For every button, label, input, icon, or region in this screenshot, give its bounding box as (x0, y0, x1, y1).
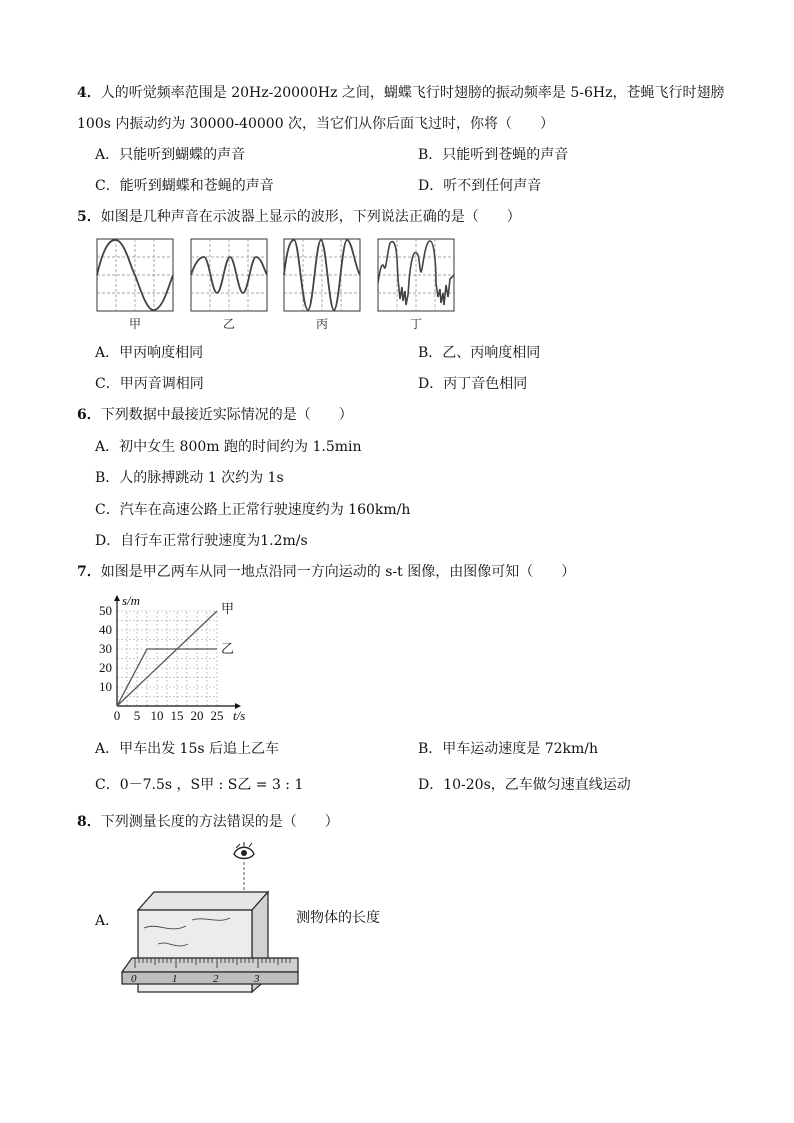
q8-option-a-caption: 测物体的长度 (296, 910, 380, 926)
y-axis-arrow (114, 595, 120, 601)
x-tick-label: 5 (133, 708, 141, 723)
q6-line (77, 404, 353, 424)
y-tick-label: 20 (99, 660, 112, 675)
y-tick-label: 50 (99, 603, 112, 618)
x-tick-label: 10 (150, 708, 164, 723)
q4-option-d: D．听不到任何声音 (418, 178, 542, 194)
ruler-tick-3: 3 (254, 973, 260, 985)
st-chart (92, 588, 267, 726)
x-axis-label: t/s (233, 708, 246, 723)
q5-line (77, 206, 521, 226)
x-tick-label: 20 (190, 708, 204, 723)
ruler (122, 958, 298, 985)
q8-line (77, 811, 339, 831)
q4-text-line1: 人的听觉频率范围是 20Hz-20000Hz 之间，蝴蝶飞行时翅膀的振动频率是 5-6Hz，苍蝇飞行时翅膀 (100, 85, 725, 101)
q7-option-a: A．甲车出发 15s 后追上乙车 (95, 741, 280, 757)
q8-text: 下列测量长度的方法错误的是（ ） (100, 814, 339, 830)
ruler-measurement-figure (118, 840, 300, 998)
q5-option-b: B．乙、丙响度相同 (418, 345, 541, 361)
waveform-label-ding: 丁 (410, 317, 423, 331)
q7-line (77, 561, 575, 581)
q5-text: 如图是几种声音在示波器上显示的波形，下列说法正确的是（ ） (100, 209, 521, 225)
waveform-panel-ding (378, 239, 454, 311)
y-tick-label: 40 (99, 622, 112, 637)
q5-number: 5． (77, 209, 101, 225)
q6-text: 下列数据中最接近实际情况的是（ ） (100, 407, 353, 423)
waveform-label-bing: 丙 (316, 317, 329, 331)
q4-number: 4． (77, 85, 101, 101)
q4-option-a: A．只能听到蝴蝶的声音 (95, 147, 246, 163)
q6-option-c: C．汽车在高速公路上正常行驶速度约为 160km/h (95, 502, 411, 518)
q6-option-b: B．人的脉搏跳动 1 次约为 1s (95, 470, 284, 486)
ruler-tick-1: 1 (172, 973, 178, 985)
q5-option-d: D．丙丁音色相同 (418, 376, 528, 392)
q8-option-a-label: A． (95, 913, 120, 929)
q7-text: 如图是甲乙两车从同一地点沿同一方向运动的 s-t 图像，由图像可知（ ） (100, 564, 576, 580)
q7-option-c: C．0－7.5s ，S甲 : S乙 = 3 : 1 (95, 777, 304, 793)
eye-icon (234, 842, 254, 859)
ruler-tick-0: 0 (131, 973, 137, 985)
x-tick-label: 0 (113, 708, 121, 723)
ruler-tick-2: 2 (213, 973, 219, 985)
y-tick-label: 30 (99, 641, 112, 656)
q6-number: 6． (77, 407, 101, 423)
waveform-label-yi: 乙 (223, 317, 236, 331)
series-label-1: 乙 (221, 641, 235, 656)
q6-option-a: A．初中女生 800m 跑的时间约为 1.5min (95, 439, 362, 455)
q4-text-line2: 100s 内振动约为 30000-40000 次，当它们从你后面飞过时，你将（ ） (77, 116, 555, 132)
q5-option-a: A．甲丙响度相同 (95, 345, 204, 361)
q4-option-b: B．只能听到苍蝇的声音 (418, 147, 569, 163)
q5-option-c: C．甲丙音调相同 (95, 376, 204, 392)
q7-option-d: D．10-20s，乙车做匀速直线运动 (418, 777, 631, 793)
waveform-panel-bing (284, 239, 360, 311)
q8-number: 8． (77, 814, 101, 830)
waveform-panel-jia (97, 239, 173, 311)
q7-number: 7． (77, 564, 101, 580)
series-label-0: 甲 (221, 601, 235, 616)
q7-option-b: B．甲车运动速度是 72km/h (418, 741, 599, 757)
waveform-figure (94, 236, 464, 336)
q6-option-d: D．自行车正常行驶速度为1.2m/s (95, 533, 308, 549)
y-tick-label: 10 (99, 679, 112, 694)
x-tick-label: 15 (170, 708, 184, 723)
q4-line1 (77, 82, 724, 102)
waveform-panel-yi (191, 239, 267, 311)
y-axis-label: s/m (122, 593, 141, 608)
chart-labels (99, 593, 245, 723)
waveform-label-jia: 甲 (129, 317, 142, 331)
x-tick-label: 25 (210, 708, 224, 723)
q4-option-c: C．能听到蝴蝶和苍蝇的声音 (95, 178, 274, 194)
